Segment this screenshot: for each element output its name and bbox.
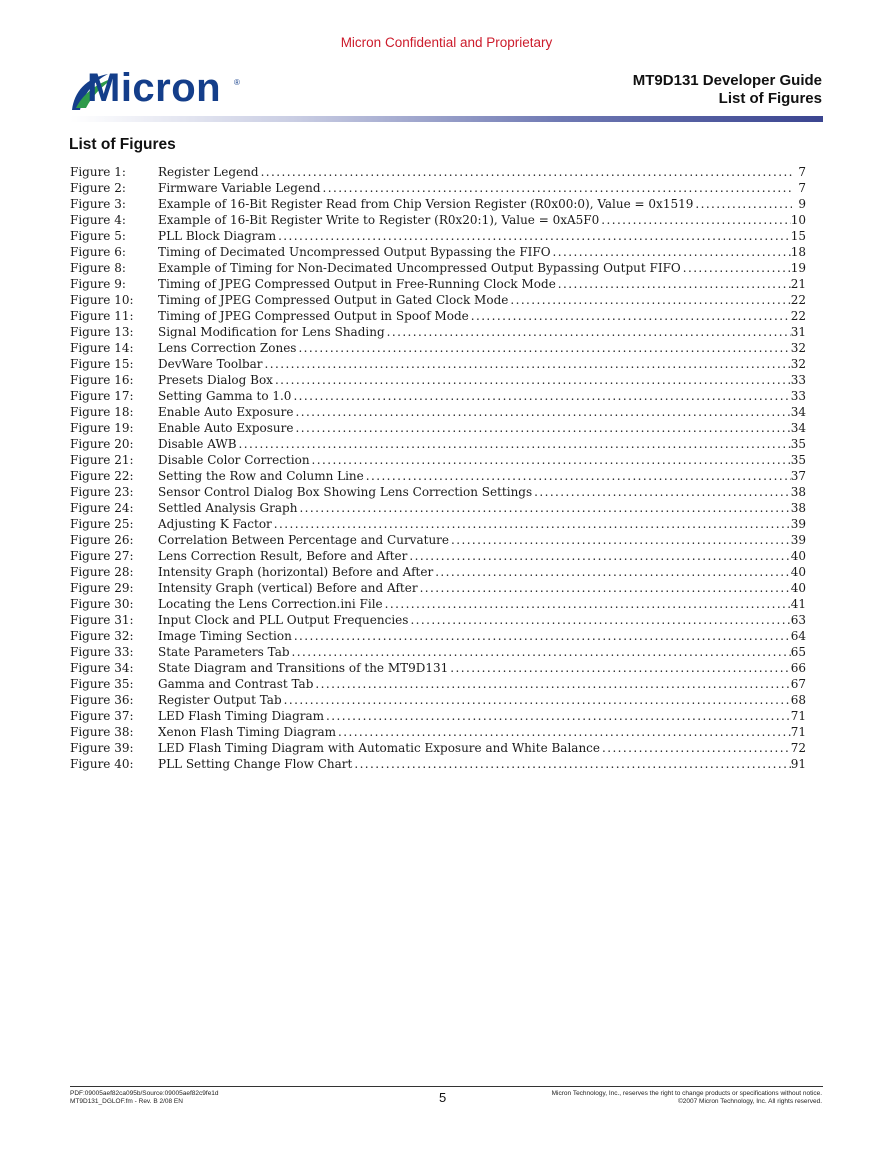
figure-page: 7 [798,165,806,179]
figure-title: Setting Gamma to 1.0 [158,389,292,403]
figure-page: 35 [790,437,806,451]
figure-number: Figure 33: [70,645,134,659]
figure-page: 67 [790,677,806,691]
figure-number: Figure 4: [70,213,126,227]
figure-page: 39 [790,517,806,531]
dot-leader [239,436,791,452]
figure-title: LED Flash Timing Diagram [158,709,325,723]
figure-title: Adjusting K Factor [158,517,272,531]
logo-registered-mark: ® [234,78,240,87]
dot-leader [354,756,790,772]
figure-page: 35 [790,453,806,467]
figure-page: 18 [790,245,806,259]
figure-entry[interactable] [70,548,806,564]
figure-title: Timing of Decimated Uncompressed Output Bypassing the FIFO [158,245,551,259]
figure-entry[interactable] [70,388,806,404]
confidential-banner: Micron Confidential and Proprietary [340,35,553,50]
figure-entry[interactable] [70,324,806,340]
figure-entry[interactable] [70,308,806,324]
figure-entry[interactable] [70,180,806,196]
figure-number: Figure 38: [70,725,134,739]
figure-title: Register Output Tab [158,693,282,707]
figure-title: Intensity Graph (vertical) Before and After [158,581,418,595]
dot-leader [553,244,791,260]
figure-entry[interactable] [70,516,806,532]
figure-page: 31 [790,325,806,339]
figure-number: Figure 25: [70,517,134,531]
figure-title: Example of 16-Bit Register Read from Chip Version Register (R0x00:0), Value = 0x1519 [158,197,694,211]
dot-leader [420,580,791,596]
figure-number: Figure 34: [70,661,134,675]
logo-text: Micron [87,66,222,110]
figure-page: 19 [790,261,806,275]
figure-number: Figure 32: [70,629,134,643]
dot-leader [534,484,791,500]
figure-number: Figure 31: [70,613,134,627]
figure-title: Lens Correction Zones [158,341,297,355]
figure-title: Example of Timing for Non-Decimated Uncompressed Output Bypassing Output FIFO [158,261,681,275]
figure-number: Figure 37: [70,709,134,723]
figure-title: Timing of JPEG Compressed Output in Spoof Mode [158,309,469,323]
page-number: 5 [439,1090,447,1105]
figure-title: Setting the Row and Column Line [158,469,364,483]
figure-entry[interactable] [70,564,806,580]
figure-entry[interactable] [70,420,806,436]
footer-source-id: PDF:09005aef82ca095b/Source:09005aef82c9fe1d [70,1090,219,1097]
figure-number: Figure 6: [70,245,126,259]
figure-title: Firmware Variable Legend [158,181,321,195]
figure-entry[interactable] [70,532,806,548]
figure-entry[interactable] [70,356,806,372]
figure-number: Figure 24: [70,501,134,515]
figure-title: Disable Color Correction [158,453,310,467]
document-title-block [633,72,822,108]
dot-leader [338,724,791,740]
figure-entry[interactable] [70,404,806,420]
figure-entry[interactable] [70,756,806,772]
figure-title: PLL Setting Change Flow Chart [158,757,353,771]
dot-leader [292,644,791,660]
figure-page: 33 [790,389,806,403]
figure-title: Register Legend [158,165,259,179]
figure-page: 15 [790,229,806,243]
footer-left [70,1090,219,1106]
figure-entry[interactable] [70,596,806,612]
figure-entry[interactable] [70,372,806,388]
figure-number: Figure 29: [70,581,134,595]
figure-entry[interactable] [70,276,806,292]
figure-entry[interactable] [70,692,806,708]
figure-title: Disable AWB [158,437,237,451]
figure-page: 34 [790,405,806,419]
figure-page: 63 [790,613,806,627]
dot-leader [601,212,790,228]
dot-leader [385,596,791,612]
figure-page: 34 [790,421,806,435]
figure-number: Figure 40: [70,757,134,771]
figure-page: 33 [790,373,806,387]
figure-entry[interactable] [70,228,806,244]
figure-number: Figure 9: [70,277,126,291]
dot-leader [471,308,791,324]
section-title: List of Figures [69,136,176,153]
figure-number: Figure 16: [70,373,134,387]
figure-entry[interactable] [70,612,806,628]
figure-page: 37 [790,469,806,483]
figure-entry[interactable] [70,628,806,644]
footer-right [552,1090,822,1106]
dot-leader [602,740,791,756]
footer-rule [70,1086,823,1087]
figure-entry[interactable] [70,468,806,484]
figure-title: Example of 16-Bit Register Write to Register (R0x20:1), Value = 0xA5F0 [158,213,600,227]
dot-leader [326,708,791,724]
figure-number: Figure 1: [70,165,126,179]
figure-page: 40 [790,581,806,595]
figure-entry[interactable] [70,292,806,308]
figure-number: Figure 20: [70,437,134,451]
figure-title: Lens Correction Result, Before and After [158,549,408,563]
figure-number: Figure 23: [70,485,134,499]
figure-entry[interactable] [70,340,806,356]
figure-title: Signal Modification for Lens Shading [158,325,385,339]
dot-leader [294,628,791,644]
figure-number: Figure 15: [70,357,134,371]
dot-leader [265,356,791,372]
figure-entry[interactable] [70,660,806,676]
figure-number: Figure 39: [70,741,134,755]
micron-logo [68,68,244,112]
dot-leader [409,548,790,564]
figure-title: Image Timing Section [158,629,292,643]
figure-page: 32 [790,357,806,371]
figure-page: 10 [790,213,806,227]
figure-number: Figure 5: [70,229,126,243]
figure-entry[interactable] [70,676,806,692]
dot-leader [274,516,791,532]
figure-number: Figure 2: [70,181,126,195]
figure-number: Figure 27: [70,549,134,563]
dot-leader [299,500,790,516]
figure-title: Input Clock and PLL Output Frequencies [158,613,409,627]
figure-entry[interactable] [70,740,806,756]
figure-page: 72 [790,741,806,755]
figure-title: Timing of JPEG Compressed Output in Free-Running Clock Mode [158,277,556,291]
figures-list [70,164,806,772]
figure-title: Intensity Graph (horizontal) Before and After [158,565,434,579]
figure-number: Figure 8: [70,261,126,275]
figure-entry[interactable] [70,212,806,228]
figure-number: Figure 22: [70,469,134,483]
figure-entry[interactable] [70,436,806,452]
figure-number: Figure 30: [70,597,134,611]
figure-page: 7 [798,181,806,195]
figure-title: Locating the Lens Correction.ini File [158,597,383,611]
figure-number: Figure 17: [70,389,134,403]
figure-title: Gamma and Contrast Tab [158,677,314,691]
figure-number: Figure 18: [70,405,134,419]
figure-title: DevWare Toolbar [158,357,263,371]
dot-leader [558,276,791,292]
figure-page: 21 [790,277,806,291]
document-title: MT9D131 Developer Guide [632,72,822,89]
figure-entry[interactable] [70,500,806,516]
dot-leader [410,612,790,628]
dot-leader [683,260,791,276]
document-subtitle: List of Figures [718,90,822,107]
figure-number: Figure 13: [70,325,134,339]
figure-entry[interactable] [70,724,806,740]
dot-leader [451,532,791,548]
figure-page: 40 [790,549,806,563]
figure-number: Figure 10: [70,293,134,307]
figure-entry[interactable] [70,580,806,596]
dot-leader [315,676,790,692]
figure-page: 40 [790,565,806,579]
figure-title: Correlation Between Percentage and Curvature [158,533,450,547]
dot-leader [312,452,791,468]
figure-page: 9 [798,197,806,211]
dot-leader [387,324,791,340]
figure-title: State Parameters Tab [158,645,290,659]
figure-page: 22 [790,293,806,307]
figure-entry[interactable] [70,164,806,180]
dot-leader [366,468,791,484]
figure-title: Timing of JPEG Compressed Output in Gated Clock Mode [158,293,509,307]
dot-leader [296,404,791,420]
dot-leader [261,164,792,180]
figure-page: 32 [790,341,806,355]
dot-leader [323,180,792,196]
dot-leader [284,692,791,708]
figure-page: 71 [790,725,806,739]
figure-number: Figure 28: [70,565,134,579]
figure-entry[interactable] [70,260,806,276]
footer-disclaimer: Micron Technology, Inc., reserves the right to change products or specifications without notice. [551,1090,822,1097]
figure-number: Figure 36: [70,693,134,707]
figure-number: Figure 21: [70,453,134,467]
dot-leader [510,292,790,308]
figure-page: 64 [790,629,806,643]
figure-page: 91 [790,757,806,771]
figure-entry[interactable] [70,244,806,260]
figure-entry[interactable] [70,708,806,724]
figure-entry[interactable] [70,484,806,500]
figure-page: 68 [790,693,806,707]
figure-number: Figure 3: [70,197,126,211]
dot-leader [695,196,792,212]
footer-revision: MT9D131_DGLOF.fm - Rev. B 2/08 EN [70,1098,183,1105]
dot-leader [278,228,791,244]
figure-number: Figure 35: [70,677,134,691]
dot-leader [450,660,790,676]
figure-number: Figure 19: [70,421,134,435]
figure-entry[interactable] [70,452,806,468]
figure-entry[interactable] [70,196,806,212]
dot-leader [296,420,791,436]
dot-leader [293,388,790,404]
figure-page: 65 [790,645,806,659]
footer-copyright: ©2007 Micron Technology, Inc. All rights reserved. [677,1098,822,1105]
figure-page: 41 [790,597,806,611]
figure-page: 39 [790,533,806,547]
figure-page: 71 [790,709,806,723]
figure-title: Presets Dialog Box [158,373,273,387]
dot-leader [435,564,791,580]
figure-number: Figure 14: [70,341,134,355]
figure-entry[interactable] [70,644,806,660]
figure-page: 38 [790,485,806,499]
figure-number: Figure 26: [70,533,134,547]
figure-page: 22 [790,309,806,323]
figure-title: Enable Auto Exposure [158,421,294,435]
figure-title: PLL Block Diagram [158,229,277,243]
header-gradient-rule [70,116,823,122]
figure-number: Figure 11: [70,309,134,323]
figure-page: 38 [790,501,806,515]
figure-title: Xenon Flash Timing Diagram [158,725,337,739]
figure-page: 66 [790,661,806,675]
figure-title: Enable Auto Exposure [158,405,294,419]
figure-title: Sensor Control Dialog Box Showing Lens Correction Settings [158,485,533,499]
figure-title: Settled Analysis Graph [158,501,298,515]
figure-title: State Diagram and Transitions of the MT9D131 [158,661,449,675]
figure-title: LED Flash Timing Diagram with Automatic Exposure and White Balance [158,741,600,755]
dot-leader [298,340,790,356]
dot-leader [275,372,791,388]
